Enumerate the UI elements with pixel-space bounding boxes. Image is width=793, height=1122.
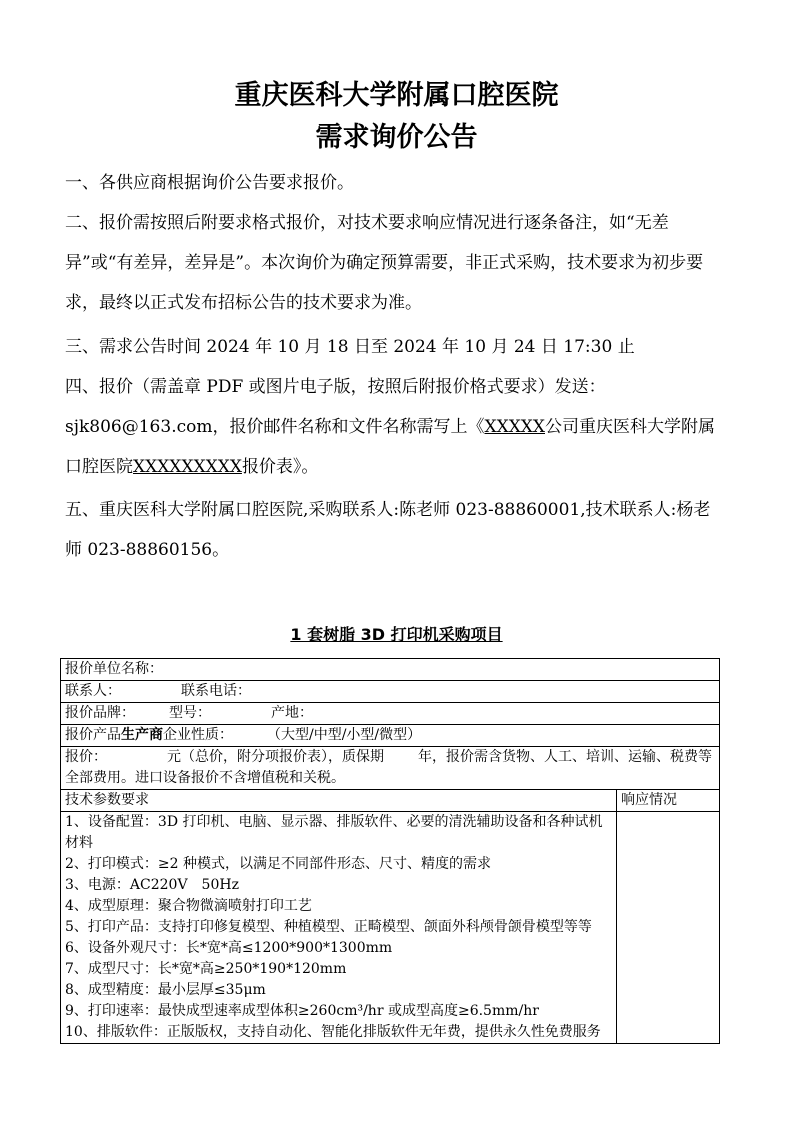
price-cell [61, 747, 720, 790]
table-row [61, 703, 720, 725]
nature-options: （大型/中型/小型/微型） [267, 727, 422, 743]
spec-header: 技术参数要求 [61, 790, 617, 812]
spec-item: 5、打印产品：支持打印修复模型、种植模型、正畸模型、颌面外科颅骨颌骨模型等等 [65, 919, 592, 935]
paragraph-4-text-b: 公司重庆医科大学附属口腔医院 [65, 417, 715, 477]
spec-list [61, 812, 617, 1044]
quotation-table [60, 658, 720, 1044]
paragraph-2: 二、报价需按照后附要求格式报价，对技术要求响应情况进行逐条备注，如“无差异”或“有差异，差异是”。本次询价为确定预算需要，非正式采购，技术要求为初步要求，最终以正式发布招标公告的技术要求为准。 [65, 213, 704, 313]
page-title: 重庆医科大学附属口腔医院 [234, 80, 559, 111]
placeholder-product: XXXXXXXXX [133, 457, 242, 477]
spec-item: 10、排版软件：正版版权，支持自动化、智能化排版软件无年费，提供永久性免费服务 [65, 1024, 601, 1040]
page-subtitle: 需求询价公告 [315, 122, 478, 153]
spec-item: 2、打印模式：≥2 种模式，以满足不同部件形态、尺寸、精度的需求 [65, 856, 491, 872]
nature-label-bold: 生产商 [121, 727, 163, 743]
brand-cell [61, 703, 720, 725]
table-row [61, 659, 720, 681]
table-title: 1 套树脂 3D 打印机采购项目 [290, 625, 503, 644]
spec-item: 3、电源：AC220V 50Hz [65, 877, 239, 893]
contact-cell [61, 681, 720, 703]
spec-item: 4、成型原理：聚合物微滴喷射打印工艺 [65, 898, 312, 914]
spec-item: 1、设备配置：3D 打印机、电脑、显示器、排版软件、必要的清洗辅助设备和各种试机材料 [65, 814, 603, 851]
placeholder-company: XXXXX [484, 417, 545, 437]
spec-item: 9、打印速率：最快成型速率成型体积≥260cm³/hr 或成型高度≥6.5mm/hr [65, 1003, 539, 1019]
spec-item: 8、成型精度：最小层厚≤35μm [65, 982, 266, 998]
nature-label-a: 报价产品 [65, 727, 121, 743]
nature-label-b: 企业性质： [163, 727, 233, 743]
spec-item: 7、成型尺寸：长*宽*高≥250*190*120mm [65, 961, 347, 977]
paragraph-4-text-c: 报价表》。 [241, 457, 319, 477]
contact-label: 联系人： [65, 683, 121, 699]
paragraph-1: 一、各供应商根据询价公告要求报价。 [65, 173, 354, 193]
paragraph-4 [65, 367, 722, 487]
table-row [61, 725, 720, 747]
origin-label: 产地： [271, 705, 313, 721]
model-label: 型号： [169, 705, 211, 721]
response-cell[interactable] [617, 812, 720, 1044]
unit-name-cell: 报价单位名称： [61, 659, 720, 681]
phone-label: 联系电话： [181, 683, 251, 699]
brand-label: 报价品牌： [65, 705, 135, 721]
nature-cell [61, 725, 720, 747]
price-desc: 元（总价，附分项报价表），质保期 [167, 749, 384, 765]
paragraph-3: 三、需求公告时间 2024 年 10 月 18 日至 2024 年 10 月 24 日 17:30 止 [65, 337, 635, 357]
table-row [61, 681, 720, 703]
price-terms: 年，报价需含货物、人工、培训、运输、税费等全部费用。进口设备报价不含增值税和关税。 [65, 749, 712, 786]
paragraph-5: 五、重庆医科大学附属口腔医院,采购联系人:陈老师 023-88860001,技术联系人:杨老师 023-88860156。 [65, 500, 711, 560]
paragraph-4-text-a: 四、报价（需盖章 PDF 或图片电子版，按照后附报价格式要求）发送：sjk806@163.com，报价邮件名称和文件名称需写上《 [65, 377, 606, 437]
table-row [61, 812, 720, 1044]
spec-item: 6、设备外观尺寸：长*宽*高≤1200*900*1300mm [65, 940, 393, 956]
table-row [61, 790, 720, 812]
response-header: 响应情况 [617, 790, 720, 812]
table-row [61, 747, 720, 790]
price-label: 报价： [65, 749, 107, 765]
